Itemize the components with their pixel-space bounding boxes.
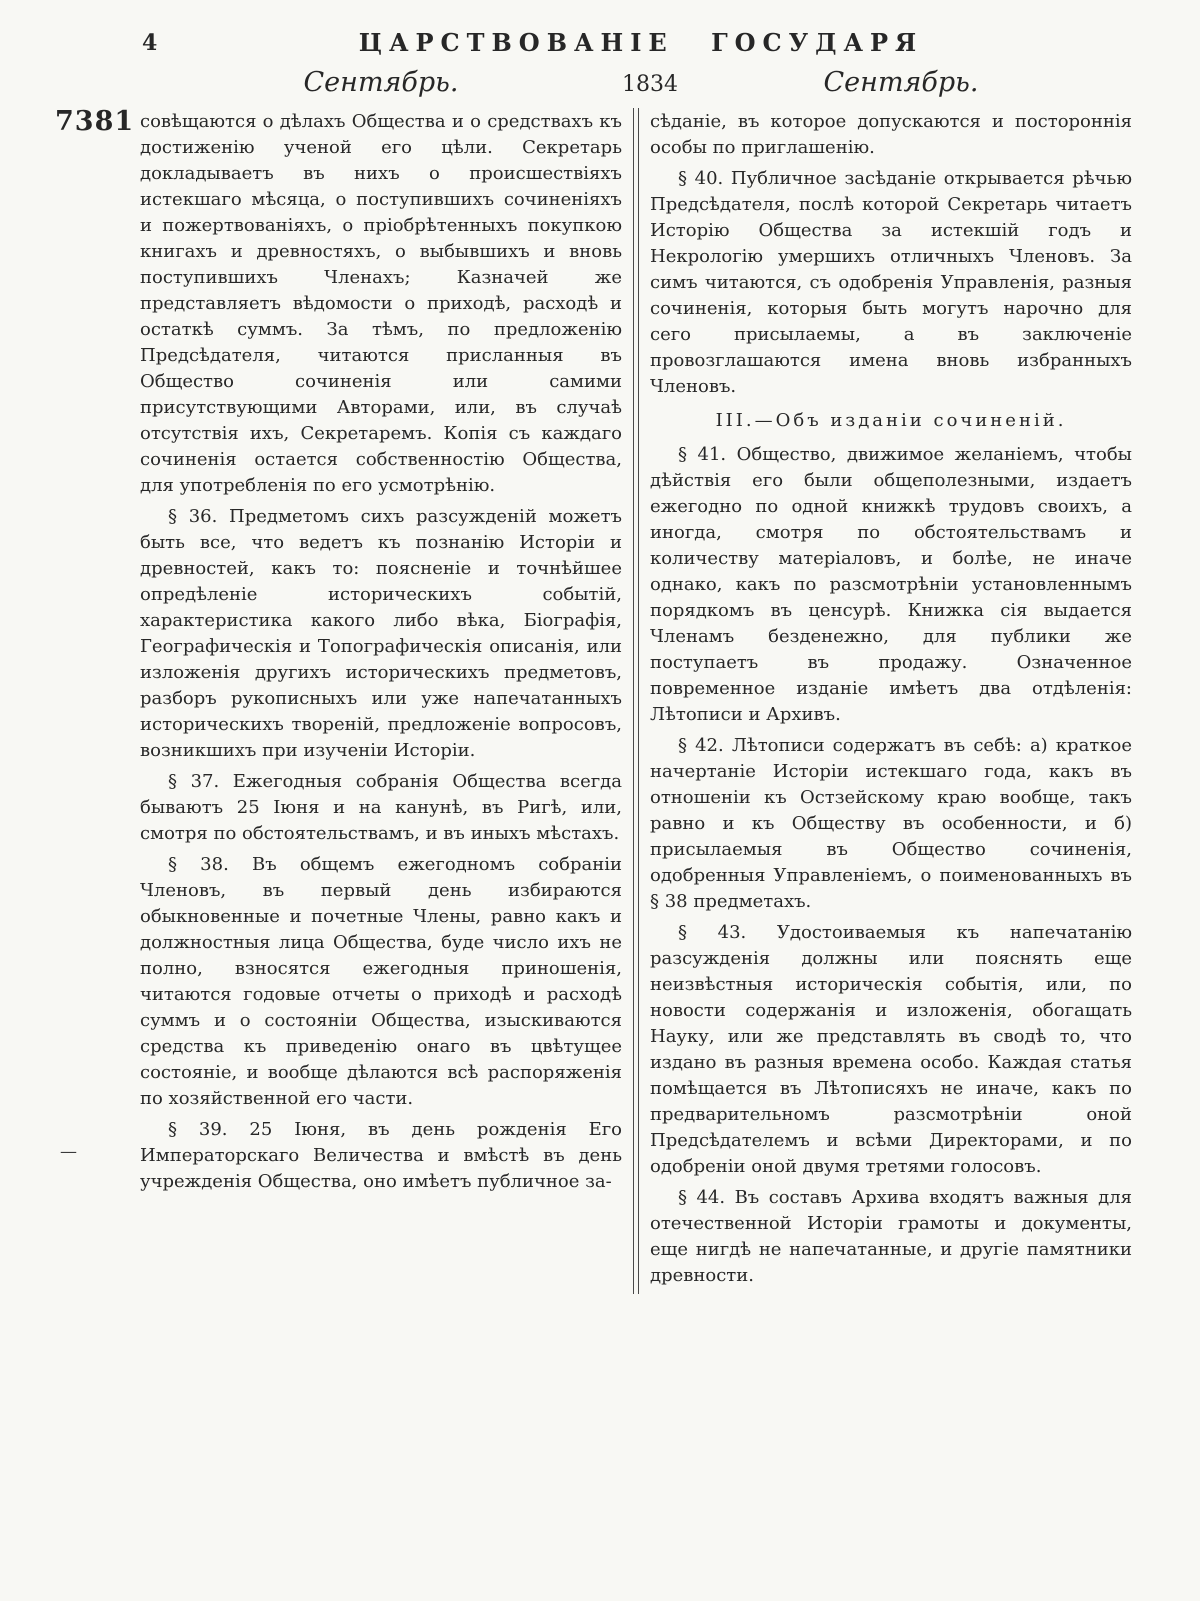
paragraph: § 38. Въ общемъ ежегодномъ собраніи Членовъ, въ первый день избираются обыкновенные и почетные Члены, равно какъ и должностныя лица Общества, буде число ихъ не полно, взносятся ежегодныя приношенія, читаются годовые отчеты о приходѣ и расходѣ суммъ и о состояніи Общества, изыскиваются средства къ приведенію онаго въ цвѣтущее состояніе, и вообще дѣлаются всѣ распоряженія по хозяйственной его части.: [140, 854, 622, 1109]
paragraph: § 37. Ежегодныя собранія Общества всегда бываютъ 25 Іюня и на канунѣ, въ Ригѣ, или, смотря по обстоятельствамъ, и въ иныхъ мѣстахъ.: [140, 771, 622, 844]
margin-dash-mark: —: [60, 1142, 77, 1162]
left-column: [140, 104, 622, 1294]
paragraph: § 36. Предметомъ сихъ разсужденій можетъ быть все, что ведетъ къ познанію Исторіи и древностей, какъ то: поясненіе и точнѣйшее опредѣленіе историческихъ событій, характеристика какого либо вѣка, Біографія, Географическія и Топографическія описанія, или изложенія другихъ историческихъ предметовъ, разборъ рукописныхъ или уже напечатанныхъ историческихъ твореній, предложеніе вопросовъ, возникшихъ при изученіи Исторіи.: [140, 506, 622, 761]
page-number: 4: [142, 30, 158, 56]
running-head-month-left: Сентябрь.: [303, 67, 459, 98]
paragraph: сѣданіе, въ которое допускаются и постороннія особы по приглашенію.: [650, 111, 1132, 158]
section-heading: III.—Объ изданіи сочиненій.: [715, 410, 1067, 431]
right-column: [650, 104, 1132, 1294]
margin-entry-number: 7381: [55, 106, 135, 137]
paragraph: § 42. Лѣтописи содержатъ въ себѣ: а) краткое начертаніе Исторіи истекшаго года, какъ въ отношеніи къ Остзейскому краю вообще, такъ равно и къ Обществу въ особенности, и б) присылаемыя въ Общество сочиненія, одобренныя Управленіемъ, о поименованныхъ въ § 38 предметахъ.: [650, 735, 1132, 912]
text-columns: [140, 104, 1142, 1294]
paragraph: § 40. Публичное засѣданіе открывается рѣчью Предсѣдателя, послѣ которой Секретарь читаетъ Исторію Общества за истекшій годъ и Некрологію умершихъ отличныхъ Членовъ. За симъ читаются, съ одобренія Управленія, разныя сочиненія, которыя быть могутъ нарочно для сего присылаемы, а въ заключеніе провозглашаются имена вновь избранныхъ Членовъ.: [650, 168, 1132, 397]
column-divider-rule: [633, 108, 639, 1294]
running-head: [140, 67, 1142, 98]
paragraph: § 41. Общество, движимое желаніемъ, чтобы дѣйствія его были общеполезными, издаетъ ежегодно по одной книжкѣ трудовъ своихъ, а иногда, смотря по обстоятельствамъ и количеству матеріаловъ, и болѣе, не иначе однако, какъ по разсмотрѣніи установленнымъ порядкомъ въ ценсурѣ. Книжка сія выдается Членамъ безденежно, для публики же поступаетъ въ продажу. Означенное повременное изданіе имѣетъ два отдѣленія: Лѣтописи и Архивъ.: [650, 444, 1132, 725]
page-title: ЦАРСТВОВАНІЕ ГОСУДАРЯ: [358, 28, 924, 57]
running-head-year: 1834: [622, 72, 678, 97]
paragraph: § 43. Удостоиваемыя къ напечатанію разсужденія должны или пояснять еще неизвѣстныя историческія событія, или, по новости содержанія и изложенія, обогащать Науку, или же представлять въ сводѣ то, что издано въ разныя времена особо. Каждая статья помѣщается въ Лѣтописяхъ не иначе, какъ по предварительномъ разсмотрѣніи оной Предсѣдателемъ и всѣми Директорами, и по одобреніи оной двумя третями голосовъ.: [650, 922, 1132, 1177]
page-content: [140, 0, 1142, 1294]
paragraph: совѣщаются о дѣлахъ Общества и о средствахъ къ достиженію ученой его цѣли. Секретарь докладываетъ въ нихъ о происшествіяхъ истекшаго мѣсяца, о поступившихъ сочиненіяхъ и пожертвованіяхъ, о пріобрѣтенныхъ покупкою книгахъ и древностяхъ, о выбывшихъ и вновь поступившихъ Членахъ; Казначей же представляетъ вѣдомости о приходѣ, расходѣ и остаткѣ суммъ. За тѣмъ, по предложенію Предсѣдателя, читаются присланныя въ Общество сочиненія или самими присутствующими Авторами, или, въ случаѣ отсутствія ихъ, Секретаремъ. Копія съ каждаго сочиненія остается собственностію Общества, для употребленія по его усмотрѣнію.: [140, 111, 622, 496]
paragraph: § 44. Въ составъ Архива входятъ важныя для отечественной Исторіи грамоты и документы, еще нигдѣ не напечатанные, и другіе памятники древности.: [650, 1187, 1132, 1286]
running-head-month-right: Сентябрь.: [823, 67, 979, 98]
paragraph: § 39. 25 Іюня, въ день рожденія Его Императорскаго Величества и вмѣстѣ въ день учрежденія Общества, оно имѣетъ публичное за-: [140, 1119, 622, 1192]
